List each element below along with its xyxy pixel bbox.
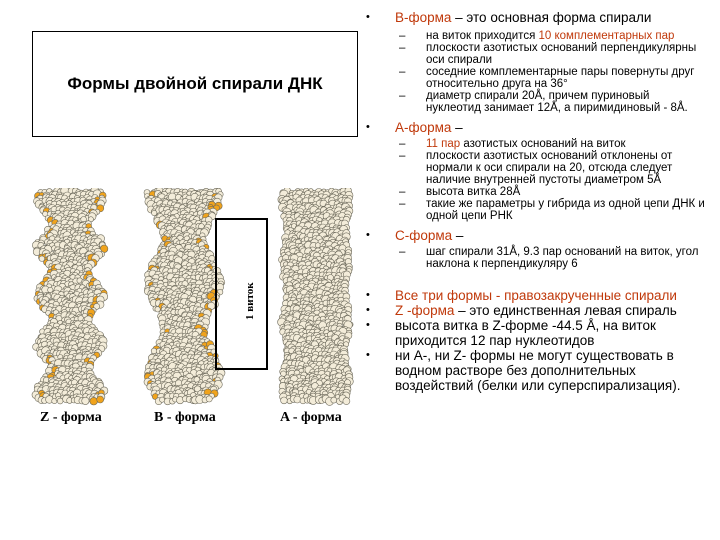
label-b-form: B - форма xyxy=(154,410,216,425)
b-form-item-1: – на виток приходится 10 комплементарных пар xyxy=(399,30,675,42)
bullet-icon: • xyxy=(366,11,370,23)
bullet-a-form xyxy=(366,120,706,135)
summary-item-4: • ни А-, ни Z- формы не могут существовать в водном растворе без дополнительных воздействий (белки или суперспирализация). xyxy=(366,348,681,393)
b-form-heading: В-форма xyxy=(395,10,452,25)
dna-models-image xyxy=(18,188,361,430)
bullet-c-form xyxy=(366,228,706,243)
c-form-item-1: – шаг спирали 31Å, 9.3 пар оснований на виток, угол наклона к перпендикуляру 6 xyxy=(399,246,699,270)
a-form-heading-rest: – xyxy=(451,120,463,135)
b-form-heading-rest: – это основная форма спирали xyxy=(451,10,652,25)
bullet-icon: • xyxy=(366,289,370,301)
bullet-icon: • xyxy=(366,319,370,331)
b-form-item-4: – диаметр спирали 20Å, причем пуриновый нуклеотид занимает 12Å, а пиримидиновый - 8Å. xyxy=(399,90,688,114)
summary-item-3: • высота витка в Z-форме -44.5 Å, на виток приходится 12 пар нуклеотидов xyxy=(366,318,656,348)
a-form-item-1: – 11 пар азотистых оснований на виток xyxy=(399,138,626,150)
b-form-item-3: – соседние комплементарные пары повернуты друг относительно друга на 36° xyxy=(399,66,695,90)
summary-item-2: • Z -форма – это единственная левая спираль xyxy=(366,303,677,318)
content-column xyxy=(366,10,706,393)
a-form-item-4: – такие же параметры у гибрида из одной цепи ДНК и одной цепи РНК xyxy=(399,198,705,222)
label-z-form: Z - форма xyxy=(40,410,102,425)
bullet-icon: • xyxy=(366,349,370,361)
label-a-form: A - форма xyxy=(280,410,342,425)
title-box xyxy=(32,31,358,137)
turn-bracket xyxy=(216,219,267,369)
a-form-item-2: – плоскости азотистых оснований отклонены от нормали к оси спирали на 20, отсюда следует наличие внутренней пустоты диаметром 5Å xyxy=(399,150,673,186)
slide-title: Формы двойной спирали ДНК xyxy=(67,74,323,93)
dna-figure xyxy=(18,188,361,430)
turn-label: 1 виток xyxy=(244,282,256,320)
summary-item-1: • Все три формы - правозакрученные спирали xyxy=(366,288,677,303)
c-form-heading: С-форма xyxy=(395,228,453,243)
bullet-b-form xyxy=(366,10,706,25)
b-form-item-2: – плоскости азотистых оснований перпендикулярны оси спирали xyxy=(399,42,697,66)
a-form-item-3: – высота витка 28Å xyxy=(399,186,521,198)
bullet-icon: • xyxy=(366,121,370,133)
a-form-heading: А-форма xyxy=(395,120,452,135)
bullet-icon: • xyxy=(366,229,370,241)
c-form-heading-rest: – xyxy=(452,228,464,243)
bullet-icon: • xyxy=(366,304,370,316)
